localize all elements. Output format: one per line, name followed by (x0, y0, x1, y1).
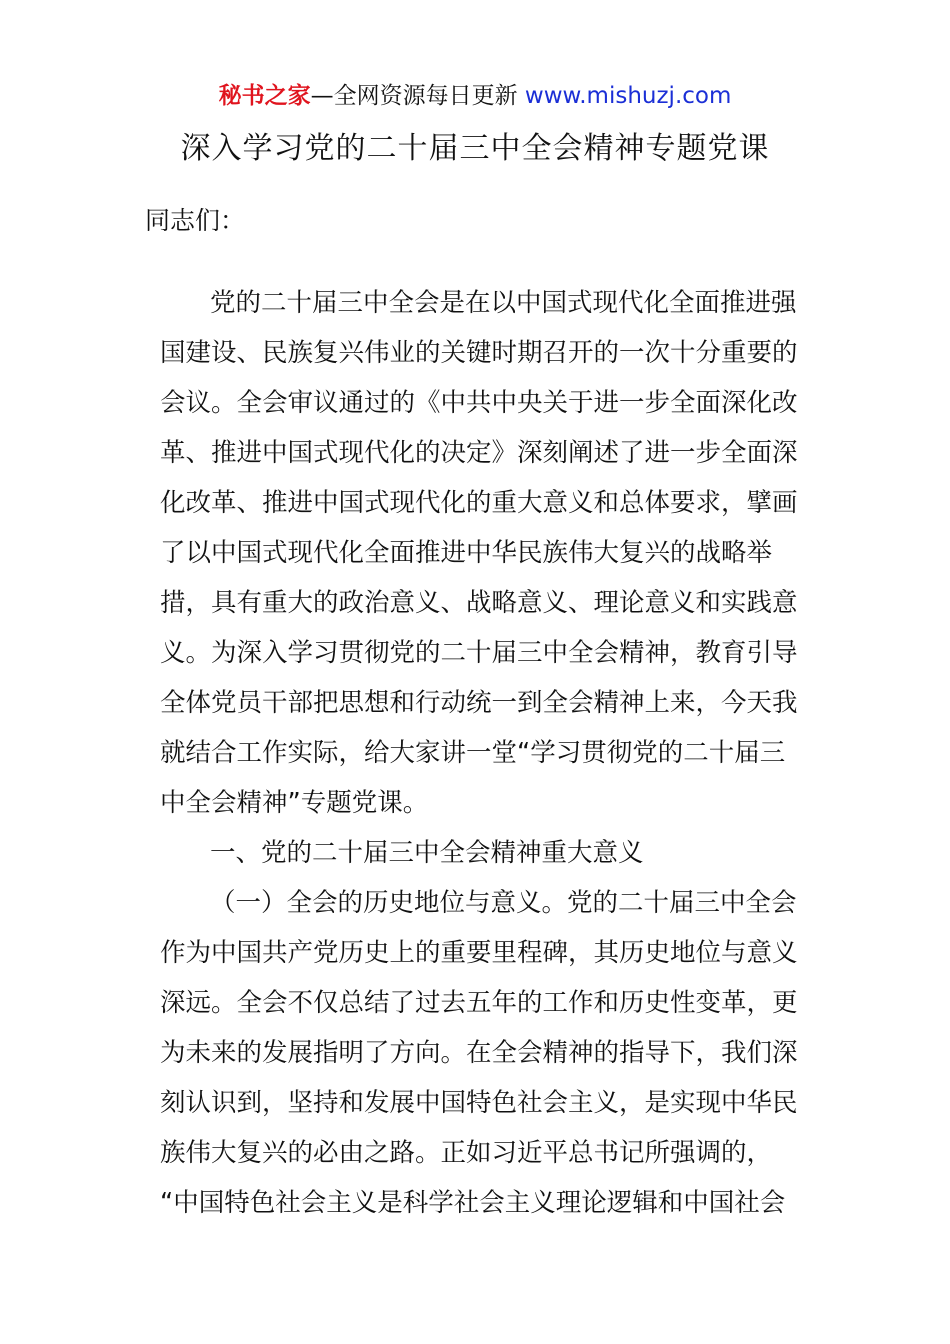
body-line: （一）全会的历史地位与意义。党的二十届三中全会 (210, 888, 797, 918)
document-body (160, 278, 820, 1228)
brand-name: 秘书之家 (218, 83, 311, 109)
site-header (0, 80, 950, 112)
body-line: 就结合工作实际，给大家讲一堂“学习贯彻党的二十届三 (160, 738, 786, 768)
body-line: 中全会精神”专题党课。 (160, 788, 429, 818)
body-line: 国建设、民族复兴伟业的关键时期召开的一次十分重要的 (160, 338, 798, 368)
site-url-link[interactable]: www.mishuzj.com (524, 83, 732, 109)
body-line: 义。为深入学习贯彻党的二十届三中全会精神，教育引导 (160, 638, 798, 668)
body-line: 为未来的发展指明了方向。在全会精神的指导下，我们深 (160, 1038, 798, 1068)
body-line: 革、推进中国式现代化的决定》深刻阐述了进一步全面深 (160, 438, 798, 468)
body-line: 化改革、推进中国式现代化的重大意义和总体要求，擘画 (160, 488, 798, 518)
document-title: 深入学习党的二十届三中全会精神专题党课 (180, 131, 770, 166)
body-line: “中国特色社会主义是科学社会主义理论逻辑和中国社会 (160, 1188, 786, 1218)
body-line: 刻认识到，坚持和发展中国特色社会主义，是实现中华民 (160, 1088, 798, 1118)
body-line: 族伟大复兴的必由之路。正如习近平总书记所强调的， (160, 1138, 773, 1168)
greeting: 同志们： (145, 206, 246, 235)
body-line: 了以中国式现代化全面推进中华民族伟大复兴的战略举 (160, 538, 773, 568)
section-heading: 一、党的二十届三中全会精神重大意义 (210, 838, 644, 868)
body-line: 作为中国共产党历史上的重要里程碑，其历史地位与意义 (160, 938, 798, 968)
body-line: 全体党员干部把思想和行动统一到全会精神上来，今天我 (160, 688, 798, 718)
body-line: 党的二十届三中全会是在以中国式现代化全面推进强 (210, 288, 797, 318)
body-line: 措，具有重大的政治意义、战略意义、理论意义和实践意 (160, 588, 798, 618)
body-line: 深远。全会不仅总结了过去五年的工作和历史性变革，更 (160, 988, 798, 1018)
body-line: 会议。全会审议通过的《中共中央关于进一步全面深化改 (160, 388, 798, 418)
header-tagline: —全网资源每日更新 (310, 83, 525, 109)
